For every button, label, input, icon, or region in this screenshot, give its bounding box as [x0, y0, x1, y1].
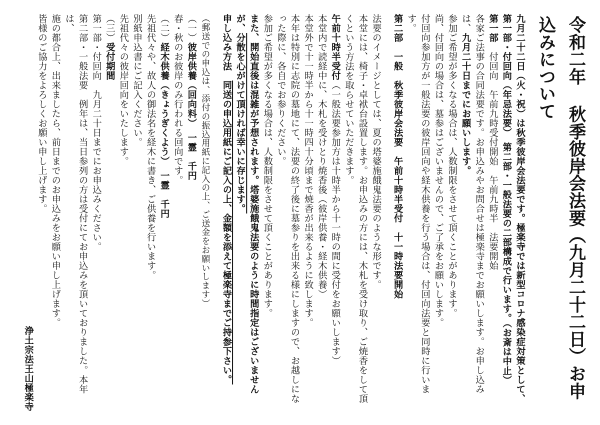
intro-apply-text: 各家ご法事の合同法要です。お申込みやお問合せは極楽寺までお願いします。お申し込みは、 — [459, 14, 485, 394]
vertical-text-body — [10, 14, 590, 411]
part1-schedule: 付回向 午前九時受付開始 午前九時半 法要開始 — [486, 52, 498, 271]
item-3-desc-2: 第二部・一般法要 例年は、当日参列の方は受付にてお申込みを頂いておりました。本年は、 — [63, 14, 88, 394]
part2-line-3 — [328, 14, 342, 411]
item-2-price: 一霊 千円 — [158, 170, 170, 219]
item-1-label: （一） — [185, 14, 197, 43]
apply-instruction: 同送の申込用紙にご記入の上、金額を添えて極楽寺までご持参下さい。 — [220, 80, 232, 385]
item-3-desc-3: 施の都合上、出来ましたら、前日までのお申込みをお願い申し上げます。 — [49, 14, 61, 328]
item-2-title: 経木供養（きょうぎくよう） — [158, 42, 170, 162]
part1-label: 第一部 — [486, 14, 498, 43]
item-1-price: 一霊 千円 — [185, 132, 197, 181]
apply-mail-note: （郵送での申込は、添付の振込用紙に記入の上、ご送金をお願いします） — [199, 14, 210, 308]
item-2-line — [157, 14, 171, 411]
item-2-label: （二） — [158, 14, 170, 43]
closing-text: 皆様のご協力をよろしくお願い申し上げます。 — [35, 14, 47, 214]
item-2-desc: 先祖代々や、故人の御法名を経木に書き、ご供養を行います。 — [144, 14, 156, 280]
intro-line-3 — [458, 14, 485, 411]
intro-line-6: 付回向参加方が一般法要の彼岸回向や経木供養を行う場合は、付回向法要と同時に行います。 — [405, 14, 430, 394]
part2-line-2: 本堂には、椅子・卓袱台設置します。お申込みの方には、木札を受け取り、ご焼香をして頂くという方法を取らせていただきます。 — [342, 14, 368, 404]
part2-heading: 第二部 一般 秋季彼岸会法要 午前十時半受付 十一時法要開始 — [391, 14, 403, 299]
part2-line-7: 参加ご希望が多くなる場合は、人数制限をさせて頂くことがあります。 — [261, 14, 273, 318]
part2-line-8 — [233, 14, 260, 411]
document-title: 令和二年 秋季彼岸会法要（九月二十二日）お申込みについて — [535, 16, 585, 400]
intro-line-1: 九月二十二日（火・祝）は秋季彼岸会法要です。極楽寺では新型コロナ感染症対策として、第一部・付回向（年忌法要） 第二部・一般法要の二部構成で行います。（お斎は中止） — [500, 14, 525, 404]
part2-crowd-note: また、開始直後は混雑が予想されます。塔婆施餓鬼法要のように時間指定はございませんが、 — [234, 14, 259, 394]
intro-line-5: 尚、付回向の場合は、墓参はございませんので、ご了承をお願いします。 — [432, 14, 444, 328]
item-3-title: 受付期間 — [103, 42, 115, 81]
item-1-title: 彼岸供養（回向料） — [185, 42, 197, 124]
item-3-label: （三） — [103, 14, 115, 43]
item-2-desc-2: 別紙申込書にご記入ください。 — [130, 14, 142, 147]
part2-crowd-emphasis: 分散を心がけて頂ければ幸いに存じます。 — [234, 33, 246, 214]
part2-line-4: 本堂内で読経中に、木札を受けとり焼香後（彼岸供養・経木供養） — [315, 14, 327, 299]
part2-time-note: （一般法要参加方は十時半から十一時の間に受付をお願いします） — [329, 80, 341, 366]
intro-deadline: 九月二十日までにお願いします。 — [459, 33, 471, 176]
item-3-desc: 第一部・付回向 九月二十日までにお申込みください。 — [90, 14, 102, 252]
apply-heading: 申し込み方法 — [220, 14, 232, 71]
item-1-line — [184, 14, 198, 411]
part2-line-1: 法要のイメージとしては、夏の塔婆施餓鬼法要のような形です。 — [370, 14, 382, 290]
item-1-desc: 春・秋のお彼岸のみ行われる回向です。 — [171, 14, 183, 185]
item-3-line — [102, 14, 116, 411]
intro-line-4: 参加ご希望が多くなる場合は、人数制限をさせて頂くことがあります。 — [446, 14, 458, 318]
item-2-desc-3: 先祖代々の彼岸回向をいたします。 — [117, 14, 129, 166]
intro-line-2 — [485, 14, 499, 411]
part2-line-5: 本堂外で十一時半から十一時四十分頃まで焼香が出来るように致します。 — [302, 14, 314, 328]
part2-line-6: 本年は特別に志院の墓地にて、法要の終了後に墓参りを出来る様にしますので、お越しになった際に、各自でお参りください。 — [274, 14, 300, 404]
part2-time-label: 午前十時半受付 — [329, 14, 341, 81]
apply-heading-line — [219, 14, 233, 411]
temple-signature: 浄土宗法王山極楽寺 — [22, 325, 34, 411]
